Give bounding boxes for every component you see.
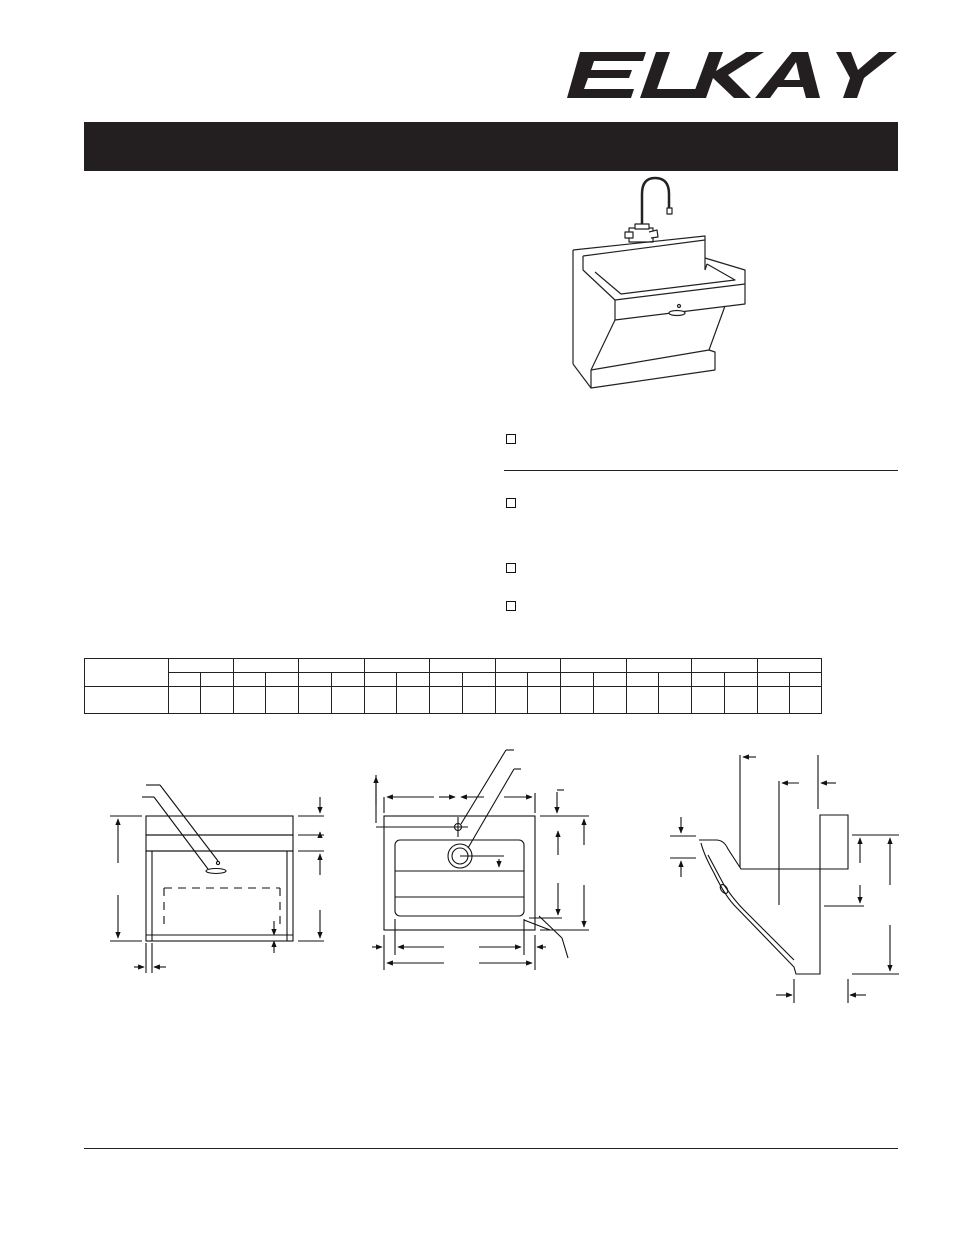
table-header-label-cell (85, 659, 169, 687)
table-cell (496, 687, 528, 714)
option-checkbox-4[interactable] (506, 601, 516, 611)
table-cell (725, 687, 758, 714)
table-cell (528, 687, 561, 714)
table-group-header (430, 659, 496, 673)
table-cell (332, 687, 365, 714)
table-group-header (692, 659, 758, 673)
table-group-header (496, 659, 561, 673)
table-cell (266, 673, 299, 687)
table-cell (299, 673, 332, 687)
table-cell (397, 687, 430, 714)
table-row-label-cell (85, 687, 169, 714)
table-group-header (234, 659, 299, 673)
table-cell (594, 687, 627, 714)
elkay-logo (566, 50, 898, 100)
option-divider (504, 470, 898, 471)
table-group-header (169, 659, 234, 673)
table-cell (299, 687, 332, 714)
table-cell (430, 673, 463, 687)
table-row (85, 687, 822, 714)
scrub-sink-illustration (555, 174, 755, 402)
front-elevation-drawing (110, 785, 324, 973)
table-header-row (85, 659, 822, 673)
option-checkbox-3[interactable] (506, 563, 516, 573)
table-cell (561, 687, 594, 714)
table-group-header (627, 659, 692, 673)
table-cell (266, 687, 299, 714)
table-cell (234, 687, 266, 714)
table-cell (594, 673, 627, 687)
table-group-header (758, 659, 822, 673)
table-cell (790, 673, 822, 687)
table-cell (627, 687, 659, 714)
table-group-header (299, 659, 365, 673)
option-checkbox-1[interactable] (506, 434, 516, 444)
table-subheader-row (85, 673, 822, 687)
table-cell (201, 673, 234, 687)
table-cell (365, 673, 397, 687)
table-group-header (561, 659, 627, 673)
table-cell (790, 687, 822, 714)
table-cell (627, 673, 659, 687)
table-cell (332, 673, 365, 687)
elkay-wordmark-icon (567, 52, 897, 98)
table-cell (201, 687, 234, 714)
table-cell (758, 673, 790, 687)
side-section-drawing (670, 755, 899, 1003)
table-cell (528, 673, 561, 687)
table-cell (169, 687, 201, 714)
footer-rule (84, 1148, 898, 1149)
table-cell (169, 673, 201, 687)
table-cell (758, 687, 790, 714)
technical-drawings (84, 745, 914, 1010)
table-cell (365, 687, 397, 714)
table-cell (725, 673, 758, 687)
top-plan-drawing (372, 750, 589, 970)
title-bar (84, 122, 898, 171)
dimension-table (84, 658, 822, 714)
table-cell (463, 673, 496, 687)
table-cell (463, 687, 496, 714)
table-cell (561, 673, 594, 687)
table-cell (692, 673, 725, 687)
table-cell (430, 687, 463, 714)
table-cell (659, 673, 692, 687)
table-cell (397, 673, 430, 687)
option-checkbox-2[interactable] (506, 498, 516, 508)
table-cell (692, 687, 725, 714)
table-cell (496, 673, 528, 687)
table-group-header (365, 659, 430, 673)
table-cell (234, 673, 266, 687)
table-cell (659, 687, 692, 714)
